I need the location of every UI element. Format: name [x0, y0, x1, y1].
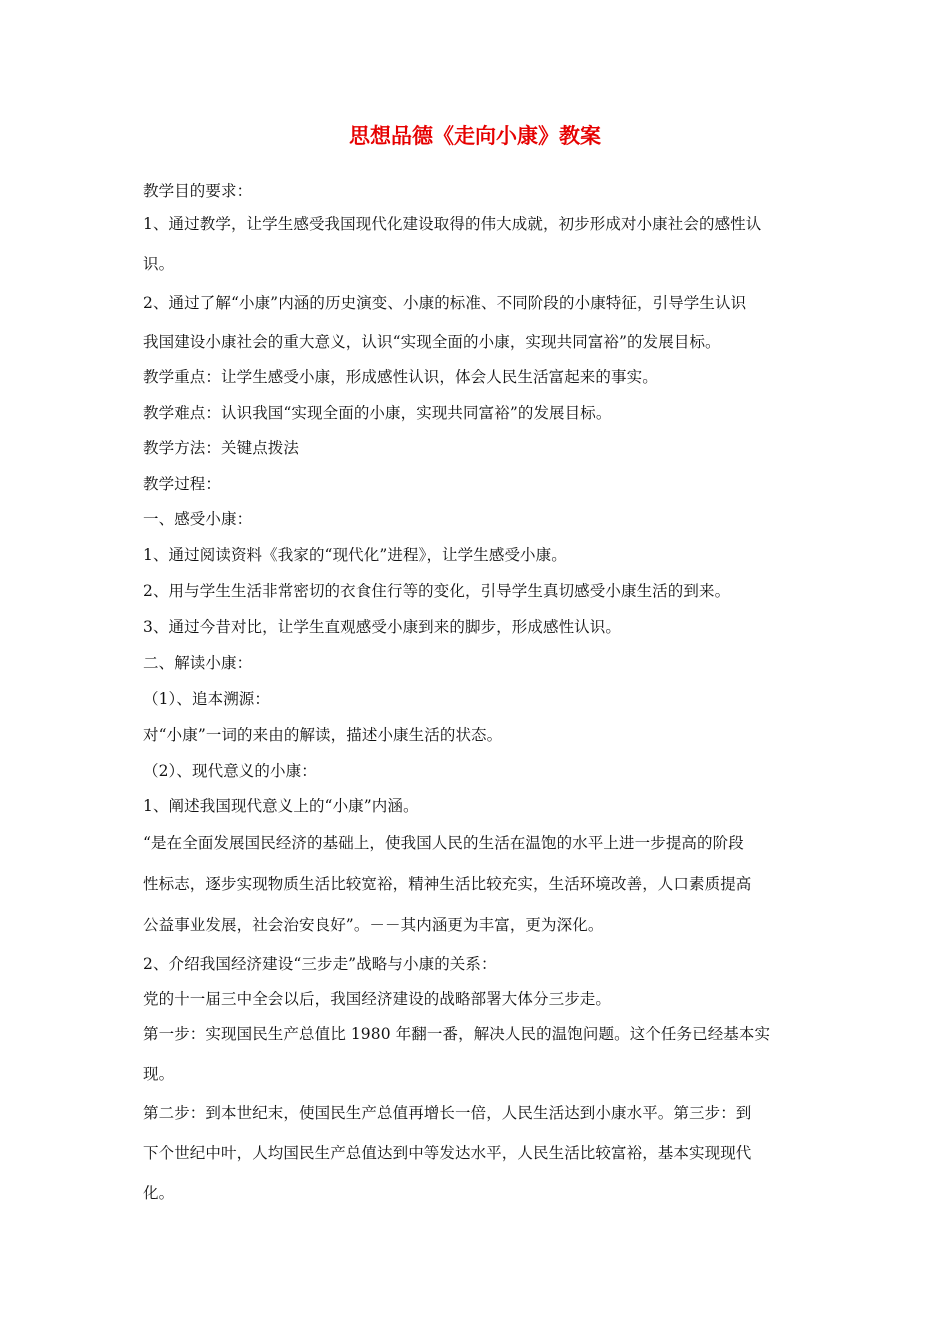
text-line: 下个世纪中叶，人均国民生产总值达到中等发达水平，人民生活比较富裕，基本实现现代 — [143, 1144, 752, 1162]
text-line: 1、通过阅读资料《我家的“现代化”进程》，让学生感受小康。 — [143, 546, 567, 564]
text-line: 第二步：到本世纪末，使国民生产总值再增长一倍，人民生活达到小康水平。第三步：到 — [143, 1104, 752, 1122]
text-line: （2）、现代意义的小康： — [143, 762, 317, 780]
text-line: 一、感受小康： — [143, 510, 253, 528]
text-line: 2、介绍我国经济建设“三步走”战略与小康的关系： — [143, 955, 497, 973]
text-line: “是在全面发展国民经济的基础上，使我国人民的生活在温饱的水平上进一步提高的阶段 — [143, 834, 744, 852]
text-line: 教学过程： — [143, 475, 222, 493]
text-line: 1、阐述我国现代意义上的“小康”内涵。 — [143, 797, 419, 815]
text-line: 3、通过今昔对比，让学生直观感受小康到来的脚步，形成感性认识。 — [143, 618, 621, 636]
text-line: 识。 — [143, 255, 175, 273]
text-line: 二、解读小康： — [143, 654, 253, 672]
text-line: 2、通过了解“小康”内涵的历史演变、小康的标准、不同阶段的小康特征，引导学生认识 — [143, 294, 747, 312]
text-line: 化。 — [143, 1184, 175, 1202]
document-title: 思想品德《走向小康》教案 — [349, 124, 601, 148]
text-line: 我国建设小康社会的重大意义，认识“实现全面的小康，实现共同富裕”的发展目标。 — [143, 333, 721, 351]
text-line: 2、用与学生生活非常密切的衣食住行等的变化，引导学生真切感受小康生活的到来。 — [143, 582, 731, 600]
text-line: 第一步：实现国民生产总值比 1980 年翻一番，解决人民的温饱问题。这个任务已经基本实 — [143, 1025, 771, 1043]
text-line: 1、通过教学，让学生感受我国现代化建设取得的伟大成就，初步形成对小康社会的感性认 — [143, 215, 762, 233]
text-line: 性标志，逐步实现物质生活比较宽裕，精神生活比较充实，生活环境改善，人口素质提高 — [143, 875, 752, 893]
text-line: 教学方法：关键点拨法 — [143, 439, 300, 457]
text-line: 教学难点：认识我国“实现全面的小康，实现共同富裕”的发展目标。 — [143, 404, 612, 422]
text-line: 现。 — [143, 1065, 175, 1083]
text-line: 对“小康”一词的来由的解读，描述小康生活的状态。 — [143, 726, 503, 744]
text-line: 党的十一届三中全会以后，我国经济建设的战略部署大体分三步走。 — [143, 990, 612, 1008]
text-line: 教学目的要求： — [143, 182, 253, 200]
text-line: （1）、追本溯源： — [143, 690, 271, 708]
text-line: 教学重点：让学生感受小康，形成感性认识，体会人民生活富起来的事实。 — [143, 368, 658, 386]
text-line: 公益事业发展，社会治安良好”。－－其内涵更为丰富，更为深化。 — [143, 916, 604, 934]
